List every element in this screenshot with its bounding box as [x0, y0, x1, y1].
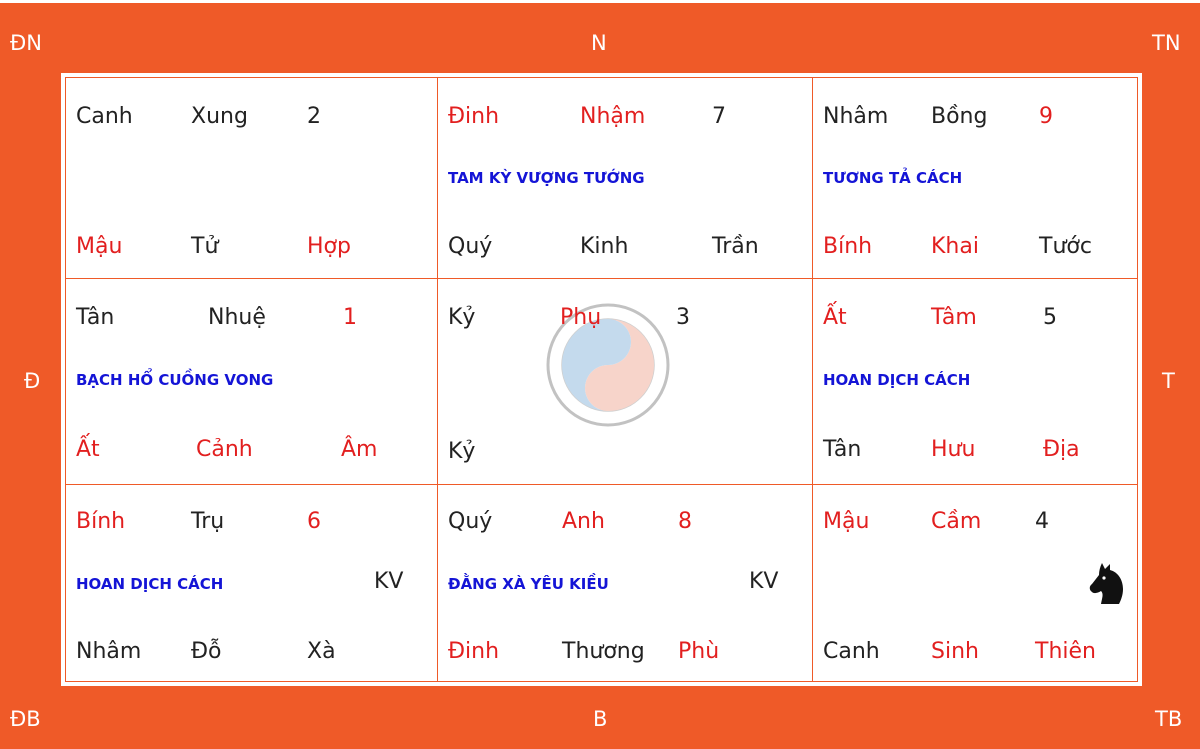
- palace-top-stem: Đinh: [448, 104, 500, 129]
- palace-pattern-name: TAM KỲ VƯỢNG TƯỚNG: [448, 169, 645, 187]
- palace-bottom-stem: Nhâm: [76, 639, 142, 664]
- palace-top-stem: Nhâm: [823, 104, 889, 129]
- palace-top-stem: Mậu: [823, 509, 870, 534]
- palace-top-star: Cầm: [931, 509, 982, 534]
- palace-pattern-name: HOAN DỊCH CÁCH: [76, 575, 224, 593]
- palace-bottom-stem: Canh: [823, 639, 880, 664]
- palace-r1c1: [66, 78, 438, 279]
- empty-void-marker: KV: [374, 569, 404, 594]
- palace-bottom-stem: Quý: [448, 234, 493, 259]
- horse-head-icon: [1088, 561, 1124, 605]
- palace-bottom-stem: Đinh: [448, 639, 500, 664]
- palace-top-stem: Tân: [76, 305, 115, 330]
- palace-top-number: 9: [1039, 104, 1053, 129]
- palace-bottom-deity: Địa: [1043, 437, 1080, 462]
- palace-top-stem: Ất: [823, 305, 847, 330]
- palace-top-stem: Kỷ: [448, 305, 476, 330]
- palace-top-number: 3: [676, 305, 690, 330]
- palace-top-stem: Canh: [76, 104, 133, 129]
- palace-bottom-door: Khai: [931, 234, 979, 259]
- palace-bottom-deity: Phù: [678, 639, 720, 664]
- palace-bottom-deity: Âm: [341, 437, 378, 462]
- palace-top-star: Tâm: [931, 305, 977, 330]
- palace-bottom-deity: Tước: [1039, 234, 1092, 259]
- palace-bottom-door: Đỗ: [191, 639, 222, 664]
- palace-top-number: 1: [343, 305, 357, 330]
- palace-top-number: 6: [307, 509, 321, 534]
- palace-top-star: Xung: [191, 104, 248, 129]
- palace-grid: [65, 77, 1138, 682]
- palace-r1c3: [813, 78, 1137, 279]
- palace-r3c1: [66, 485, 438, 681]
- palace-top-star: Phụ: [560, 305, 602, 330]
- palace-bottom-door: Hưu: [931, 437, 976, 462]
- palace-top-star: Bồng: [931, 104, 988, 129]
- direction-sw: ĐB: [10, 707, 41, 731]
- compass-frame: [0, 3, 1200, 749]
- palace-top-number: 8: [678, 509, 692, 534]
- palace-pattern-name: ĐẰNG XÀ YÊU KIỀU: [448, 575, 609, 593]
- direction-se: TB: [1155, 707, 1183, 731]
- direction-w: Đ: [24, 369, 41, 393]
- palace-bottom-deity: Hợp: [307, 234, 351, 259]
- palace-r2c2: [438, 279, 813, 485]
- direction-s: B: [593, 707, 608, 731]
- palace-bottom-door: Thương: [562, 639, 645, 664]
- palace-pattern-name: TƯƠNG TẢ CÁCH: [823, 169, 963, 187]
- palace-pattern-name: BẠCH HỔ CUỒNG VONG: [76, 371, 274, 389]
- palace-top-number: 4: [1035, 509, 1049, 534]
- palace-bottom-deity: Trần: [712, 234, 759, 259]
- palace-r2c1: [66, 279, 438, 485]
- palace-bottom-door: Cảnh: [196, 437, 253, 462]
- palace-top-number: 7: [712, 104, 726, 129]
- direction-e: T: [1162, 369, 1175, 393]
- palace-pattern-name: HOAN DỊCH CÁCH: [823, 371, 971, 389]
- palace-bottom-stem: Kỷ: [448, 439, 476, 464]
- palace-top-star: Nhậm: [580, 104, 646, 129]
- palace-r1c2: [438, 78, 813, 279]
- palace-r3c2: [438, 485, 813, 681]
- palace-bottom-deity: Xà: [307, 639, 336, 664]
- palace-bottom-door: Sinh: [931, 639, 979, 664]
- palace-bottom-door: Tử: [191, 234, 219, 259]
- palace-top-stem: Quý: [448, 509, 493, 534]
- palace-bottom-stem: Mậu: [76, 234, 123, 259]
- palace-top-number: 5: [1043, 305, 1057, 330]
- palace-r2c3: [813, 279, 1137, 485]
- palace-bottom-stem: Bính: [823, 234, 873, 259]
- palace-bottom-stem: Ất: [76, 437, 100, 462]
- palace-bottom-stem: Tân: [823, 437, 862, 462]
- palace-top-star: Anh: [562, 509, 605, 534]
- direction-ne: TN: [1152, 31, 1181, 55]
- palace-top-number: 2: [307, 104, 321, 129]
- palace-top-star: Trụ: [191, 509, 225, 534]
- direction-n: N: [591, 31, 607, 55]
- direction-nw: ĐN: [10, 31, 42, 55]
- palace-r3c3: [813, 485, 1137, 681]
- palace-bottom-deity: Thiên: [1035, 639, 1096, 664]
- palace-top-star: Nhuệ: [208, 305, 266, 330]
- palace-bottom-door: Kinh: [580, 234, 629, 259]
- qimen-board: [61, 73, 1142, 686]
- empty-void-marker: KV: [749, 569, 779, 594]
- palace-top-stem: Bính: [76, 509, 126, 534]
